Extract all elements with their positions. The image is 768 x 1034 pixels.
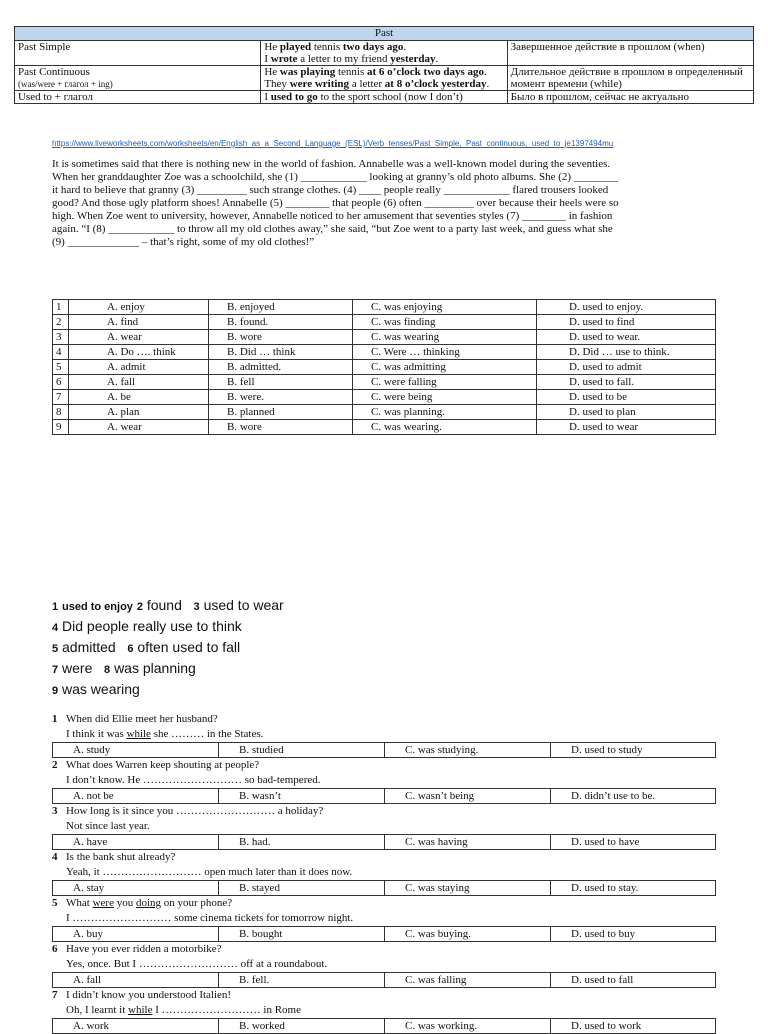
quiz-option: A. work	[53, 1019, 219, 1034]
tense-formula: (was/were + глагол + ing)	[18, 79, 113, 89]
table-row	[53, 390, 716, 405]
table-row	[53, 360, 716, 375]
question-text: How long is it since you ……………………… a holiday?	[66, 805, 324, 817]
choice-option: A. wear	[69, 330, 209, 345]
question-text: Is the bank shut already?	[66, 851, 176, 863]
choice-option: A. fall	[69, 375, 209, 390]
choice-number: 7	[53, 390, 69, 405]
choice-option: A. wear	[69, 420, 209, 435]
example-text: tennis	[335, 66, 368, 78]
example-time: two days ago	[342, 41, 404, 53]
example-text: .	[403, 41, 407, 53]
reply-underlined: while	[126, 728, 151, 740]
quiz-section	[52, 712, 716, 1034]
passage-line: (9) _____________ – that’s right, some of my old clothes!”	[52, 236, 315, 248]
quiz-option: C. was having	[385, 835, 551, 850]
answer-number: 5	[52, 643, 59, 655]
example-text: a letter to my friend	[297, 53, 391, 65]
quiz-option: B. fell.	[219, 973, 385, 988]
quiz-options	[52, 926, 716, 942]
tense-name-text: Past Continuous	[18, 66, 90, 78]
answer-text: were	[62, 660, 93, 676]
quiz-option: C. was staying	[385, 881, 551, 896]
example-text: tennis	[311, 41, 343, 53]
answer-line	[52, 617, 284, 638]
quiz-reply	[52, 819, 716, 834]
reply-text: I ……………………… in Rome	[152, 1004, 301, 1016]
choice-option: C. was wearing.	[353, 420, 537, 435]
answer-text: used to enjoy	[62, 601, 133, 613]
answer-text: used to wear	[203, 597, 284, 613]
tense-name	[15, 91, 261, 104]
reply-text: she ……… in the States.	[150, 728, 264, 740]
reply-text: I don’t know. He ……………………… so bad-tempered.	[66, 774, 321, 786]
quiz-option: B. had.	[219, 835, 385, 850]
question-number: 2	[52, 759, 58, 771]
quiz-question	[52, 896, 716, 911]
example-line	[264, 91, 503, 103]
choice-option: A. Do …. think	[69, 345, 209, 360]
table-row	[53, 881, 716, 896]
tense-examples	[261, 41, 507, 66]
quiz-reply	[52, 1003, 716, 1018]
quiz-reply	[52, 727, 716, 742]
question-number: 7	[52, 989, 58, 1001]
example-text: .	[486, 78, 490, 90]
answer-number: 1	[52, 601, 59, 613]
choice-option: D. used to find	[537, 315, 716, 330]
choice-option: B. enjoyed	[209, 300, 353, 315]
quiz-option: A. fall	[53, 973, 219, 988]
quiz-question	[52, 942, 716, 957]
answer-number: 3	[193, 601, 200, 613]
quiz-option: D. used to fall	[551, 973, 716, 988]
choice-option: A. plan	[69, 405, 209, 420]
table-row	[53, 927, 716, 942]
question-text: Have you ever ridden a motorbike?	[66, 943, 222, 955]
example-time: at 6 o’clock two days ago	[367, 66, 485, 78]
example-text: He	[264, 41, 280, 53]
grammar-header-row	[15, 27, 754, 41]
reply-text: Not since last year.	[66, 820, 150, 832]
choice-option: B. planned	[209, 405, 353, 420]
answer-text: admitted	[62, 639, 116, 655]
passage-line: When her granddaughter Zoe was a schoolchild, she (1) ____________ looking at granny’s old photo albums. She (2) ________	[52, 171, 618, 183]
answer-line	[52, 680, 284, 701]
quiz-reply	[52, 957, 716, 972]
quiz-option: B. stayed	[219, 881, 385, 896]
answer-text: was planning	[114, 660, 196, 676]
quiz-option: A. buy	[53, 927, 219, 942]
quiz-option: D. used to work	[551, 1019, 716, 1034]
choice-number: 1	[53, 300, 69, 315]
choice-option: D. used to wear.	[537, 330, 716, 345]
quiz-option: C. was falling	[385, 973, 551, 988]
quiz-question	[52, 850, 716, 865]
quiz-option: D. used to study	[551, 743, 716, 758]
quiz-option: D. used to have	[551, 835, 716, 850]
table-row	[53, 300, 716, 315]
example-text: He	[264, 66, 280, 78]
tense-name-text: Past Simple	[18, 41, 71, 53]
example-text: a letter	[349, 78, 385, 90]
quiz-option: B. bought	[219, 927, 385, 942]
meaning-text: Было в прошлом, сейчас не актуально	[510, 91, 689, 103]
example-text: to the sport school (now I don’t)	[317, 91, 463, 103]
question-text: on your phone?	[161, 897, 233, 909]
choice-number: 2	[53, 315, 69, 330]
answer-key	[52, 596, 284, 701]
choice-option: A. be	[69, 390, 209, 405]
example-line	[264, 53, 503, 65]
tense-name	[15, 41, 261, 66]
tense-meaning	[507, 91, 753, 104]
grammar-table	[14, 26, 754, 104]
quiz-option: C. was buying.	[385, 927, 551, 942]
choice-option: D. used to plan	[537, 405, 716, 420]
quiz-option: B. worked	[219, 1019, 385, 1034]
quiz-question	[52, 988, 716, 1003]
answer-line	[52, 659, 284, 680]
choice-option: D. used to be	[537, 390, 716, 405]
passage-line: high. When Zoe went to university, however, Annabelle noticed to her amusement that seventies styles (7) ________ in fashion	[52, 210, 613, 222]
quiz-option: D. used to buy	[551, 927, 716, 942]
table-row	[53, 315, 716, 330]
table-row	[53, 405, 716, 420]
choice-option: A. find	[69, 315, 209, 330]
meaning-text: Завершенное действие в прошлом (when)	[510, 41, 705, 53]
quiz-options	[52, 972, 716, 988]
choice-option: B. wore	[209, 330, 353, 345]
reply-text: Oh, I learnt it	[66, 1004, 129, 1016]
table-row	[53, 743, 716, 758]
table-row	[53, 973, 716, 988]
answer-number: 4	[52, 622, 59, 634]
question-text: What does Warren keep shouting at people?	[66, 759, 260, 771]
meaning-text: момент времени (while)	[510, 78, 622, 90]
choices-table	[52, 299, 716, 435]
answer-line	[52, 638, 284, 659]
table-row	[53, 420, 716, 435]
question-number: 3	[52, 805, 58, 817]
table-row	[53, 835, 716, 850]
question-underlined: doing	[135, 897, 162, 909]
quiz-option: D. used to stay.	[551, 881, 716, 896]
choice-option: C. Were … thinking	[353, 345, 537, 360]
choice-option: C. was enjoying	[353, 300, 537, 315]
example-line	[264, 66, 503, 78]
passage-line: it hard to believe that granny (3) _________ such strange clothes. (4) ____ people really ____________ flared trousers looked	[52, 184, 609, 196]
choice-option: B. Did … think	[209, 345, 353, 360]
answer-number: 6	[127, 643, 134, 655]
example-text: I	[264, 91, 271, 103]
choice-number: 5	[53, 360, 69, 375]
passage-line: It is sometimes said that there is nothing new in the world of fashion. Annabelle was a well-known model during the seventies.	[52, 158, 611, 170]
answer-text: was wearing	[62, 681, 140, 697]
question-number: 6	[52, 943, 58, 955]
quiz-reply	[52, 911, 716, 926]
question-number: 1	[52, 713, 58, 725]
quiz-reply	[52, 865, 716, 880]
quiz-option: A. stay	[53, 881, 219, 896]
quiz-options	[52, 880, 716, 896]
question-text: When did Ellie meet her husband?	[66, 713, 218, 725]
answer-line	[52, 596, 284, 617]
example-verb: wrote	[270, 53, 298, 65]
example-time: at 8 o’clock yesterday	[384, 78, 487, 90]
quiz-option: A. have	[53, 835, 219, 850]
reply-text: Yeah, it ……………………… open much later than it does now.	[66, 866, 353, 878]
tense-examples	[261, 91, 507, 104]
grammar-row-past-simple	[15, 41, 754, 66]
table-row	[53, 789, 716, 804]
reply-text: I ……………………… some cinema tickets for tomorrow night.	[66, 912, 354, 924]
quiz-question	[52, 712, 716, 727]
choice-option: B. found.	[209, 315, 353, 330]
example-text: .	[484, 66, 487, 78]
quiz-option: A. study	[53, 743, 219, 758]
grammar-row-past-continuous	[15, 66, 754, 91]
example-line	[264, 41, 503, 53]
answer-text: Did people really use to think	[62, 618, 242, 634]
grammar-row-used-to	[15, 91, 754, 104]
answer-number: 2	[136, 601, 143, 613]
quiz-options	[52, 788, 716, 804]
choice-number: 6	[53, 375, 69, 390]
choice-option: C. was planning.	[353, 405, 537, 420]
tense-name-text: Used to + глагол	[18, 91, 94, 103]
choice-option: C. were falling	[353, 375, 537, 390]
quiz-question	[52, 804, 716, 819]
choice-option: B. admitted.	[209, 360, 353, 375]
quiz-question	[52, 758, 716, 773]
tense-meaning	[507, 41, 753, 66]
question-text: What	[66, 897, 93, 909]
choice-option: D. used to wear	[537, 420, 716, 435]
choice-option: C. was finding	[353, 315, 537, 330]
quiz-option: B. wasn’t	[219, 789, 385, 804]
example-line	[264, 78, 503, 90]
grammar-header: Past	[15, 27, 754, 41]
question-number: 4	[52, 851, 58, 863]
choice-option: D. Did … use to think.	[537, 345, 716, 360]
question-underlined: were	[92, 897, 114, 909]
quiz-reply	[52, 773, 716, 788]
choice-number: 8	[53, 405, 69, 420]
reply-text: Yes, once. But I ……………………… off at a roundabout.	[66, 958, 328, 970]
choice-option: B. wore	[209, 420, 353, 435]
question-text: I didn’t know you understood Italien!	[66, 989, 232, 1001]
tense-name	[15, 66, 261, 91]
reply-underlined: while	[128, 1004, 153, 1016]
choice-number: 4	[53, 345, 69, 360]
example-time: yesterday	[390, 53, 436, 65]
quiz-options	[52, 742, 716, 758]
choice-option: C. were being	[353, 390, 537, 405]
example-text: .	[435, 53, 439, 65]
table-row	[53, 375, 716, 390]
example-text: I	[264, 53, 271, 65]
table-row	[53, 345, 716, 360]
question-number: 5	[52, 897, 58, 909]
table-row	[53, 1019, 716, 1034]
quiz-options	[52, 1018, 716, 1034]
choice-option: D. used to fall.	[537, 375, 716, 390]
example-verb: used to go	[270, 91, 318, 103]
choice-option: C. was admitting	[353, 360, 537, 375]
quiz-options	[52, 834, 716, 850]
meaning-text: Длительное действие в прошлом в определенный	[510, 66, 743, 78]
passage-line: good? And those ugly platform shoes! Annabelle (5) ________ that people (6) often _________ over because their heels were so	[52, 197, 619, 209]
answer-number: 7	[52, 664, 59, 676]
answer-number: 9	[52, 685, 59, 697]
choice-option: A. admit	[69, 360, 209, 375]
example-text: They	[264, 78, 290, 90]
choice-option: B. fell	[209, 375, 353, 390]
answer-number: 8	[104, 664, 111, 676]
worksheet-link[interactable]: https://www.liveworksheets.com/worksheets/en/English_as_a_Second_Language_(ESL)/Verb_tenses/Past_Simple,_Past_continuous,_used_to_je1397494mu	[52, 139, 614, 148]
example-verb: were writing	[289, 78, 350, 90]
question-text: you	[113, 897, 136, 909]
table-row	[53, 330, 716, 345]
choice-option: C. was wearing	[353, 330, 537, 345]
quiz-option: C. was studying.	[385, 743, 551, 758]
reply-text: I think it was	[66, 728, 127, 740]
tense-meaning	[507, 66, 753, 91]
example-verb: played	[279, 41, 312, 53]
choice-option: B. were.	[209, 390, 353, 405]
quiz-option: D. didn’t use to be.	[551, 789, 716, 804]
answer-text: often used to fall	[137, 639, 241, 655]
choice-number: 3	[53, 330, 69, 345]
example-verb: was playing	[279, 66, 336, 78]
tense-examples	[261, 66, 507, 91]
quiz-option: B. studied	[219, 743, 385, 758]
quiz-option: A. not be	[53, 789, 219, 804]
reading-passage	[52, 158, 722, 249]
quiz-option: C. wasn’t being	[385, 789, 551, 804]
choice-option: A. enjoy	[69, 300, 209, 315]
quiz-option: C. was working.	[385, 1019, 551, 1034]
passage-line: again. “I (8) ____________ to throw all my old clothes away,” she said, “but Zoe went to a party last week, and guess what she	[52, 223, 613, 235]
answer-text: found	[146, 597, 182, 613]
choice-number: 9	[53, 420, 69, 435]
choice-option: D. used to admit	[537, 360, 716, 375]
choice-option: D. used to enjoy.	[537, 300, 716, 315]
